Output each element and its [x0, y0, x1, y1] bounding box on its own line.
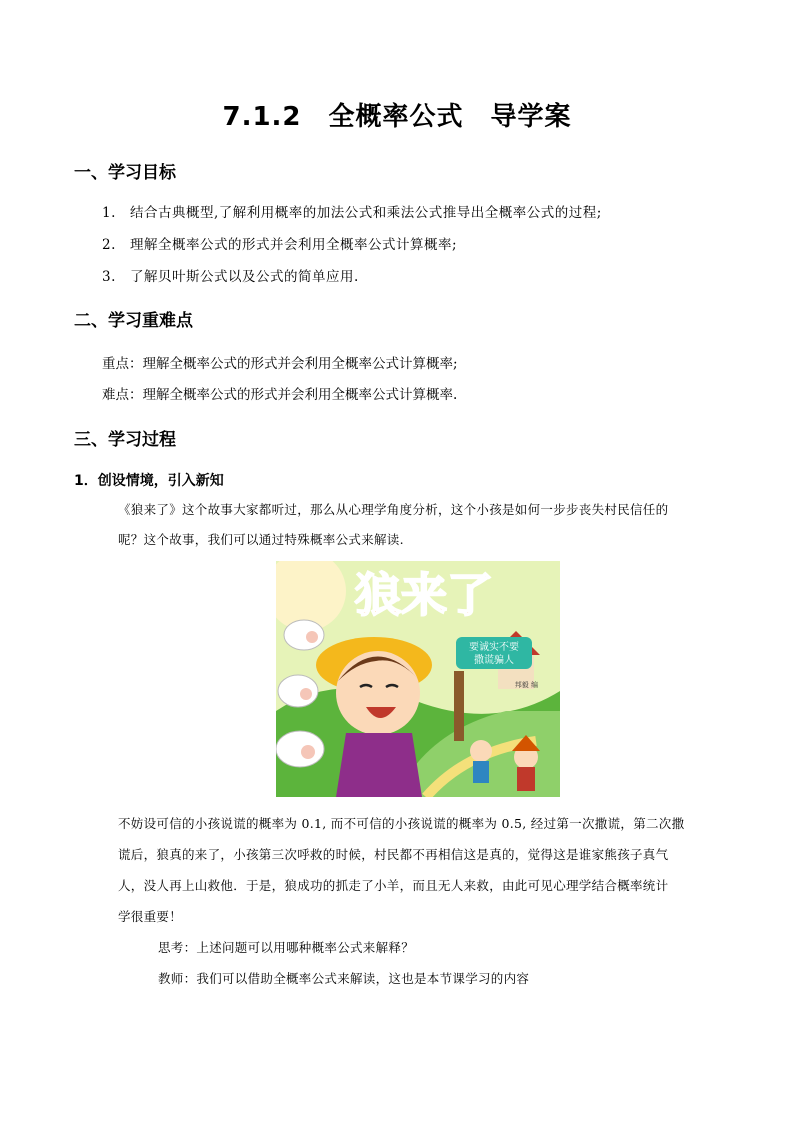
subsection-heading: 1．创设情境，引入新知 [74, 473, 224, 489]
cover-banner-line: 撒谎骗人 [474, 655, 514, 666]
cover-editor: 邦毅 编 [514, 681, 538, 689]
objective-number: 2. [102, 237, 116, 253]
story-line: 谎后，狼真的来了，小孩第三次呼救的时候，村民都不再相信这是真的，觉得这是谁家熊孩子真气 [118, 847, 669, 862]
difficult-point: 难点：理解全概率公式的形式并会利用全概率公式计算概率. [102, 387, 458, 403]
book-cover-illustration [276, 561, 560, 797]
section-heading-key-points: 二、学习重难点 [74, 311, 193, 331]
objective-item [102, 201, 602, 221]
objective-text: 结合古典概型,了解利用概率的加法公式和乘法公式推导出全概率公式的过程; [130, 205, 602, 221]
objective-text: 理解全概率公式的形式并会利用全概率公式计算概率; [130, 237, 458, 253]
story-line: 人，没人再上山救他．于是，狼成功的抓走了小羊，而且无人来救，由此可见心理学结合概率统计 [118, 878, 669, 893]
intro-line: 呢？这个故事，我们可以通过特殊概率公式来解读. [118, 532, 404, 547]
objective-text: 了解贝叶斯公式以及公式的简单应用. [130, 269, 359, 285]
page-title: 7.1.2 全概率公式 导学案 [222, 102, 572, 132]
section-heading-process: 三、学习过程 [74, 430, 176, 450]
teacher-answer: 教师：我们可以借助全概率公式来解读，这也是本节课学习的内容 [158, 971, 530, 986]
objective-number: 3. [102, 269, 116, 285]
story-line: 不妨设可信的小孩说谎的概率为 0.1, 而不可信的小孩说谎的概率为 0.5, 经过第一次撒谎，第二次撒 [118, 816, 685, 831]
story-book-cover-image [276, 561, 560, 797]
cover-title: 狼来了 [355, 568, 493, 622]
objective-item [102, 265, 359, 285]
section-heading-objectives: 一、学习目标 [74, 163, 176, 183]
think-question: 思考：上述问题可以用哪种概率公式来解释？ [158, 940, 415, 955]
cover-banner-line: 要诚实不要 [469, 642, 519, 653]
intro-line: 《狼来了》这个故事大家都听过，那么从心理学角度分析，这个小孩是如何一步步丧失村民信任的 [118, 502, 669, 517]
key-point: 重点：理解全概率公式的形式并会利用全概率公式计算概率; [102, 356, 458, 372]
objective-item [102, 233, 457, 253]
objective-number: 1. [102, 205, 116, 221]
story-line: 学很重要！ [118, 909, 183, 924]
